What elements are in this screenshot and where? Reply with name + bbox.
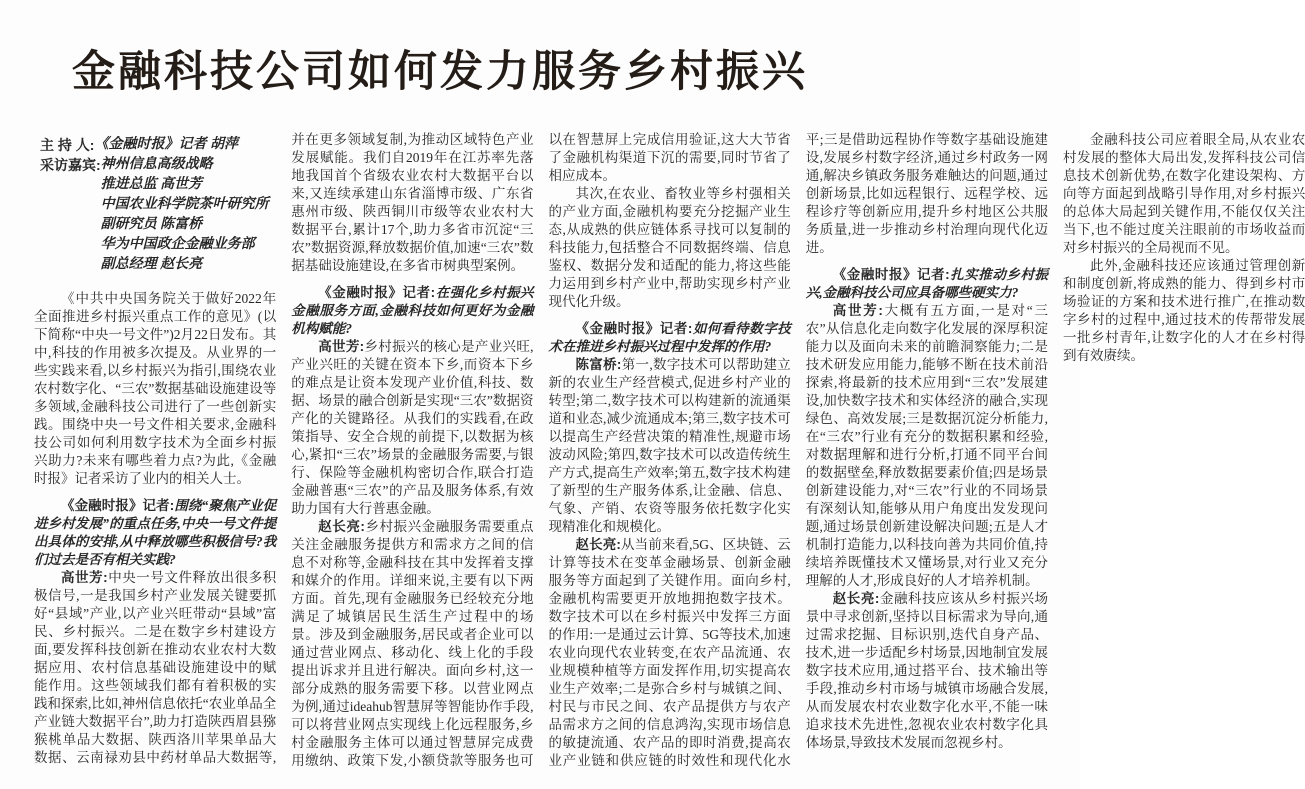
question-paragraph [806, 266, 1048, 302]
question-paragraph [291, 284, 533, 338]
guest-line: 推进总监 高世芳 [100, 177, 203, 192]
answer-paragraph [291, 338, 533, 518]
paragraph-text: 大概有五方面,一是对“三农”从信息化走向数字化发展的深厚积淀能力以及面向未来的前瞻洞察能力;二是技术研发应用能力,能够不断在技术前沿探索,将最新的技术应用到“三农”发展建设,加快数字技术和实体经济的融合,实现绿色、高效发展;三是数据沉淀分析能力,在“三农”行业有充分的数据积累和经验,对数据理解和进行分析,打通不同平台间的数据壁垒,释放数据要素价值;四是场景创新建设能力,对“三农”行业的不同场景有深刻认知,能够从用户角度出发发现问题,通过场景创新建设解决问题;五是人才机制打造能力,以科技向善为共同价值,持续培养既懂技术又懂场景,对行业又充分理解的人才,形成良好的人才培养机制。 [805, 303, 1048, 588]
guests-row [40, 155, 276, 275]
paragraph-text: 中央一号文件释放出很多积极信号,一是我国乡村产业发展关键要抓好“县域”产业,以产业兴旺带动“县域”富民、乡村振兴。二是在数字乡村建设方面,要发挥科技创新在推动农业农村大数据应用、农村信息基础设施建设中的赋能作用。这些领域我们都有着积极的实践和探索,比如,神州信息依托“农业单品全产业链大数据平台”,助力打造陕西眉县猕猴桃单品大数据、陕西洛川苹果单品大数据、云南禄劝县中药材单品大数据等,并在更多领域复制,为推动区域特色产业发展赋能。我们自2019年在江苏率先落地我国首个省级农业农村大数据平台以来,又连续承建山东省淄博市级、广东省惠州市级、陕西铜川市级等农业农村大数据平台,累计17个,助力多省市沉淀“三农”数据资源,释放数据价值,加速“三农”数据基础设施建设,在多省市树典型案例。 [34, 132, 534, 765]
reporter-label: 《金融时报》记者: [318, 285, 436, 300]
question-paragraph [34, 497, 276, 569]
paragraph-text: 扎实推动乡村振兴,金融科技公司应具备哪些硬实力? [805, 267, 1049, 300]
speaker-name: 赵长亮: [318, 519, 365, 534]
speaker-name: 赵长亮: [832, 591, 880, 606]
question-paragraph [549, 320, 791, 356]
article-body [34, 131, 1305, 783]
speaker-name: 高世芳: [318, 339, 365, 354]
guest-line: 副研究员 陈富桥 [100, 217, 203, 232]
paragraph-text: 第一,数字技术可以帮助建立新的农业生产经营模式,促进乡村产业的转型;第二,数字技术可以构建新的流通渠道和业态,减少流通成本;第三,数字技术可以提高生产经营决策的精准性,规避市场波动风险;第四,数字技术可以改造传统生产方式,提高生产效率;第五,数字技术构建了新型的生产服务体系,让金融、信息、气象、产销、农资等服务依托数字化实现精准化和规模化。 [548, 357, 791, 534]
speaker-name: 高世芳: [61, 570, 108, 585]
speaker-name: 陈富桥: [575, 357, 622, 372]
moderator-label: 主 持 人: [40, 137, 95, 153]
reporter-label: 《金融时报》记者: [832, 267, 950, 282]
answer-paragraph [806, 302, 1048, 590]
guest-line: 中国农业科学院茶叶研究所 [100, 197, 269, 212]
guests-label: 采访嘉宾: [40, 157, 101, 173]
answer-paragraph [549, 356, 791, 536]
plain-paragraph [1063, 257, 1305, 365]
intro-paragraph [34, 290, 276, 488]
interview-header [34, 135, 276, 275]
reporter-label: 《金融时报》记者: [575, 321, 693, 336]
paragraph-text: 其次,在农业、畜牧业等乡村强相关的产业方面,金融机构要充分挖掘产业生态,从成熟的供应链体系寻找可以复制的科技能力,包括整合不同数据终端、信息鉴权、数据分发和适配的能力,将这些能力运用到乡村产业中,帮助实现乡村产业现代化升级。 [548, 186, 791, 309]
paragraph-text: 金融科技应该从乡村振兴场景中寻求创新,坚持以目标需求为导向,通过需求挖掘、目标识别,迭代自身产品、技术,进一步适配乡村场景,因地制宜发展数字技术应用,通过搭平台、技术输出等手段,推动乡村市场与城镇市场融合发展,从而发展农村农业数字化水平,不能一味追求技术先进性,忽视农业农村数字化具体场景,导致技术发展而忽视乡村。 [805, 591, 1049, 750]
speaker-name: 赵长亮: [575, 537, 621, 552]
paragraph-text: 此外,金融科技还应该通过管理创新和制度创新,将成熟的能力、得到乡村市场验证的方案和技术进行推广,在推动数字乡村的过程中,通过技术的传帮带发展一批乡村青年,让数字化的人才在乡村得到有效赓续。 [1063, 258, 1305, 363]
paragraph-text: 在强化乡村振兴金融服务方面,金融科技如何更好为金融机构赋能? [291, 285, 534, 336]
paragraph-text: 乡村振兴金融服务需要重点关注金融服务提供方和需求方之间的信息不对称等,金融科技在其中发挥着支撑和媒介的作用。详细来说,主要有以下两方面。首先,现有金融服务已经较充分地满足了城镇居民生活生产过程中的场景。涉及到金融服务,居民或者企业可以通过营业网点、移动化、线上化的手段提出诉求并且进行解决。面向乡村,这一部分成熟的服务需要下移。以营业网点为例,通过ideahub智慧屏等智能协作手段,可以将营业网点实现线上化远程服务,乡村金融服务主体可以通过智慧屏完成费用缴纳、政策下发,小额贷款等服务也可以在智慧屏上完成信用验证,这大大节省了金融机构渠道下沉的需要,同时节省了相应成本。 [291, 132, 791, 768]
reporter-label: 《金融时报》记者: [61, 498, 175, 513]
plain-paragraph [549, 185, 791, 311]
speaker-name: 高世芳: [832, 303, 883, 318]
guest-line: 神州信息高级战略 [100, 157, 213, 172]
guest-list [101, 155, 277, 275]
guest-line: 副总经理 赵长亮 [100, 257, 203, 272]
paragraph-text: 围绕“聚焦产业促进乡村发展”的重点任务,中央一号文件提出具体的安排,从中释放哪些积极信号?我们过去是否有相关实践? [34, 498, 277, 567]
moderator-name: 《金融时报》记者 胡萍 [94, 137, 238, 152]
guest-line: 华为中国政企金融业务部 [100, 237, 255, 252]
paragraph-text: 乡村振兴的核心是产业兴旺,产业兴旺的关键在资本下乡,而资本下乡的难点是让资本发现产业价值,科技、数据、场景的融合创新是实现“三农”数据资产化的关键路径。从我们的实践看,在政策指导、安全合规的前提下,以数据为核心,紧扣“三农”场景的金融服务需要,与银行、保险等金融机构密切合作,联合打造金融普惠“三农”的产品及服务体系,有效助力国有大行普惠金融。 [291, 339, 534, 516]
article-headline: 金融科技公司如何发力服务乡村振兴 [72, 49, 808, 96]
paragraph-text: 如何看待数字技术在推进乡村振兴过程中发挥的作用? [548, 321, 791, 354]
paragraph-text: 从当前来看,5G、区块链、云计算等技术在变革金融场景、创新金融服务等方面起到了关键作用。面向乡村,金融机构需要更开放地拥抱数字技术。数字技术可以在乡村振兴中发挥三方面的作用:一是通过云计算、5G等技术,加速农业向现代农业转变,在农产品流通、农业规模种植等方面发挥作用,切实提高农业生产效率;二是弥合乡村与城镇之间、村民与市民之间、农产品提供方与农产品需求方之间的信息鸿沟,实现市场信息的敏捷流通、农产品的即时消费,提高农业产业链和供应链的时效性和现代化水平;三是借助远程协作等数字基础设施建设,发展乡村数字经济,通过乡村政务一网通,解决乡镇政务服务难触达的问题,通过创新场景,比如远程银行、远程学校、远程诊疗等创新应用,提升乡村地区公共服务质量,进一步推动乡村治理向现代化迈进。 [548, 132, 1048, 768]
moderator-row [40, 135, 276, 155]
answer-paragraph [806, 590, 1048, 752]
plain-paragraph [1063, 131, 1305, 257]
paragraph-text: 金融科技公司应着眼全局,从农业农村发展的整体大局出发,发挥科技公司信息技术创新优势,在数字化建设架构、方向等方面起到战略引导作用,对乡村振兴的总体大局起到关键作用,不能仅仅关注当下,也不能过度关注眼前的市场收益而对乡村振兴的全局视而不见。 [1063, 132, 1305, 255]
paragraph-text: 《中共中央国务院关于做好2022年全面推进乡村振兴重点工作的意见》(以下简称“中央一号文件”)2月22日发布。其中,科技的作用被多次提及。从业界的一些实践来看,以乡村振兴为指引,围绕农业农村数字化、“三农”数据基础设施建设等多领域,金融科技公司进行了一些创新实践。围绕中央一号文件相关要求,金融科技公司如何利用数字技术为全面乡村振兴助力?未来有哪些着力点?为此,《金融时报》记者采访了业内的相关人士。 [34, 291, 277, 486]
